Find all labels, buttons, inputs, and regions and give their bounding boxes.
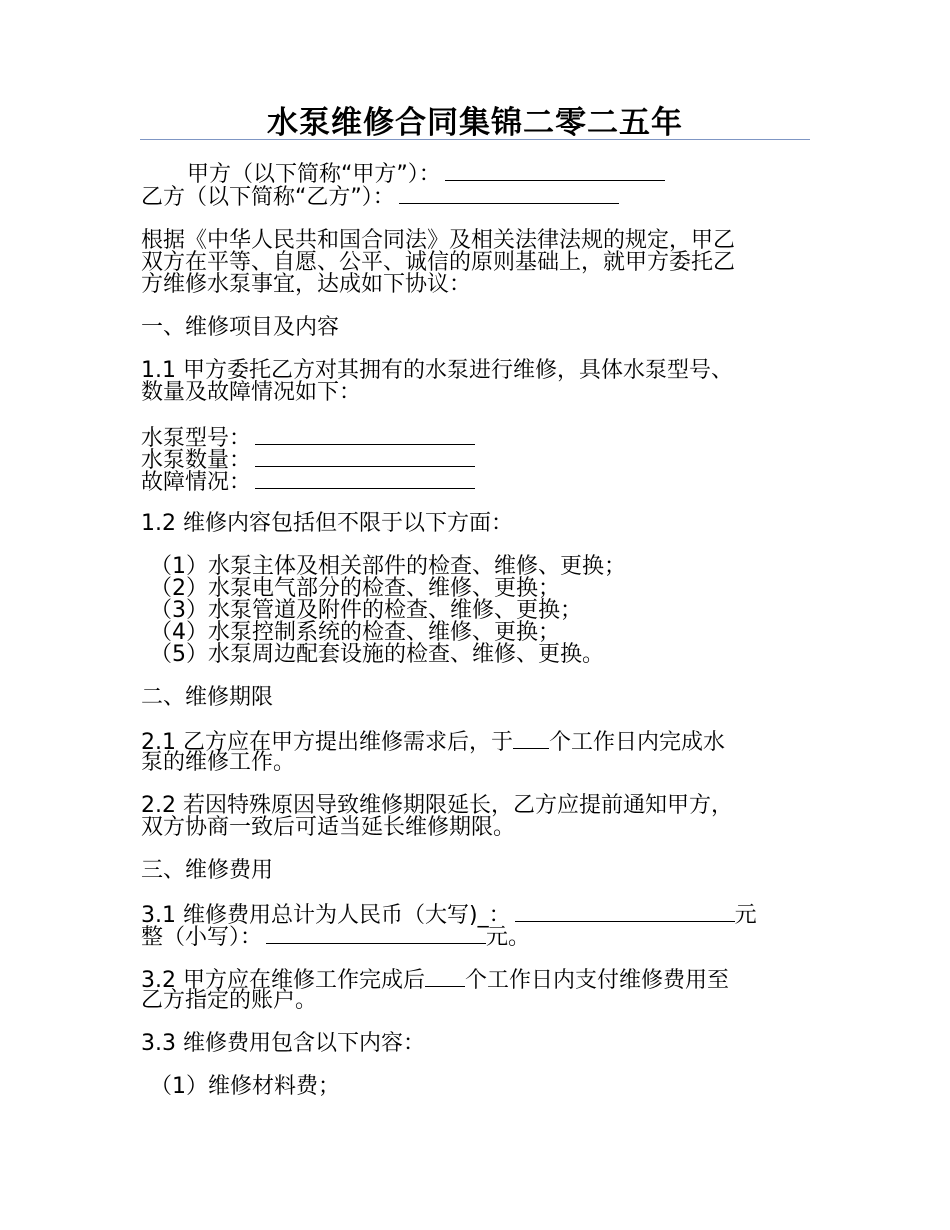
list-item: （1）维修材料费； — [150, 1074, 340, 1099]
clause-3-2-text-a: 3.2 甲方应在维修工作完成后 — [141, 968, 425, 993]
clause-2-1-line-2: 泵的维修工作。 — [141, 750, 296, 775]
fault-blank[interactable] — [255, 470, 475, 489]
document-title: 水泵维修合同集锦二零二五年 — [267, 105, 683, 141]
clause-3-1-text-d: 元。 — [486, 925, 531, 950]
section-2-heading: 二、维修期限 — [141, 685, 274, 710]
pump-model-line — [141, 426, 811, 450]
party-a-label: 甲方（以下简称“甲方”）： — [187, 162, 441, 187]
preamble-line-3: 方维修水泵事宜，达成如下协议： — [141, 272, 472, 297]
pump-qty-line — [141, 448, 811, 472]
clause-3-1-line-1 — [141, 903, 811, 927]
clause-2-1-text-b: 个工作日内完成水 — [548, 730, 725, 755]
clause-2-1-text-a: 2.1 乙方应在甲方提出维修需求后，于 — [141, 730, 513, 755]
clause-3-1-text-a: 3.1 维修费用总计为人民币（大写)_： — [141, 903, 511, 928]
list-item: （3）水泵管道及附件的检查、维修、更换； — [150, 598, 582, 623]
clause-3-1-text-c: 整（小写）： — [141, 925, 263, 950]
section-1-heading: 一、维修项目及内容 — [141, 315, 340, 340]
list-item: （4）水泵控制系统的检查、维修、更换； — [150, 620, 560, 645]
party-a-blank[interactable] — [445, 162, 665, 181]
pump-qty-label: 水泵数量： — [141, 448, 252, 473]
amount-words-blank[interactable] — [515, 903, 735, 922]
list-item: （5）水泵周边配套设施的检查、维修、更换。 — [150, 642, 604, 667]
party-b-line — [141, 185, 811, 209]
pump-qty-blank[interactable] — [255, 448, 475, 467]
clause-1-1-line-2: 数量及故障情况如下： — [141, 380, 362, 405]
clause-3-2-text-b: 个工作日内支付维修费用至 — [464, 968, 729, 993]
preamble-line-1: 根据《中华人民共和国合同法》及相关法律法规的规定，甲乙 — [141, 228, 736, 253]
clause-2-2-line-1: 2.2 若因特殊原因导致维修期限延长，乙方应提前通知甲方， — [141, 793, 733, 818]
clause-1-2: 1.2 维修内容包括但不限于以下方面： — [141, 511, 513, 536]
clause-1-1-line-1: 1.1 甲方委托乙方对其拥有的水泵进行维修，具体水泵型号、 — [141, 358, 733, 383]
payment-days-blank[interactable] — [425, 968, 465, 987]
fault-label: 故障情况： — [141, 470, 252, 495]
list-item: （2）水泵电气部分的检查、维修、更换； — [150, 576, 560, 601]
title-underline — [140, 139, 810, 140]
fault-line — [141, 470, 811, 494]
pump-model-label: 水泵型号： — [141, 426, 252, 451]
work-days-blank[interactable] — [513, 730, 549, 749]
list-item: （1）水泵主体及相关部件的检查、维修、更换； — [150, 554, 626, 579]
party-a-line — [187, 162, 857, 186]
clause-3-1-text-b: 元 — [734, 903, 757, 928]
clause-3-1-line-2 — [141, 925, 811, 949]
amount-figures-blank[interactable] — [266, 925, 486, 944]
preamble-line-2: 双方在平等、自愿、公平、诚信的原则基础上，就甲方委托乙 — [141, 250, 736, 275]
party-b-blank[interactable] — [399, 185, 619, 204]
pump-model-blank[interactable] — [255, 426, 475, 445]
clause-2-2-line-2: 双方协商一致后可适当延长维修期限。 — [141, 815, 516, 840]
party-b-label: 乙方（以下简称“乙方”）： — [141, 185, 395, 210]
clause-3-3: 3.3 维修费用包含以下内容： — [141, 1031, 425, 1056]
section-3-heading: 三、维修费用 — [141, 858, 274, 883]
clause-3-2-line-2: 乙方指定的账户。 — [141, 988, 318, 1013]
